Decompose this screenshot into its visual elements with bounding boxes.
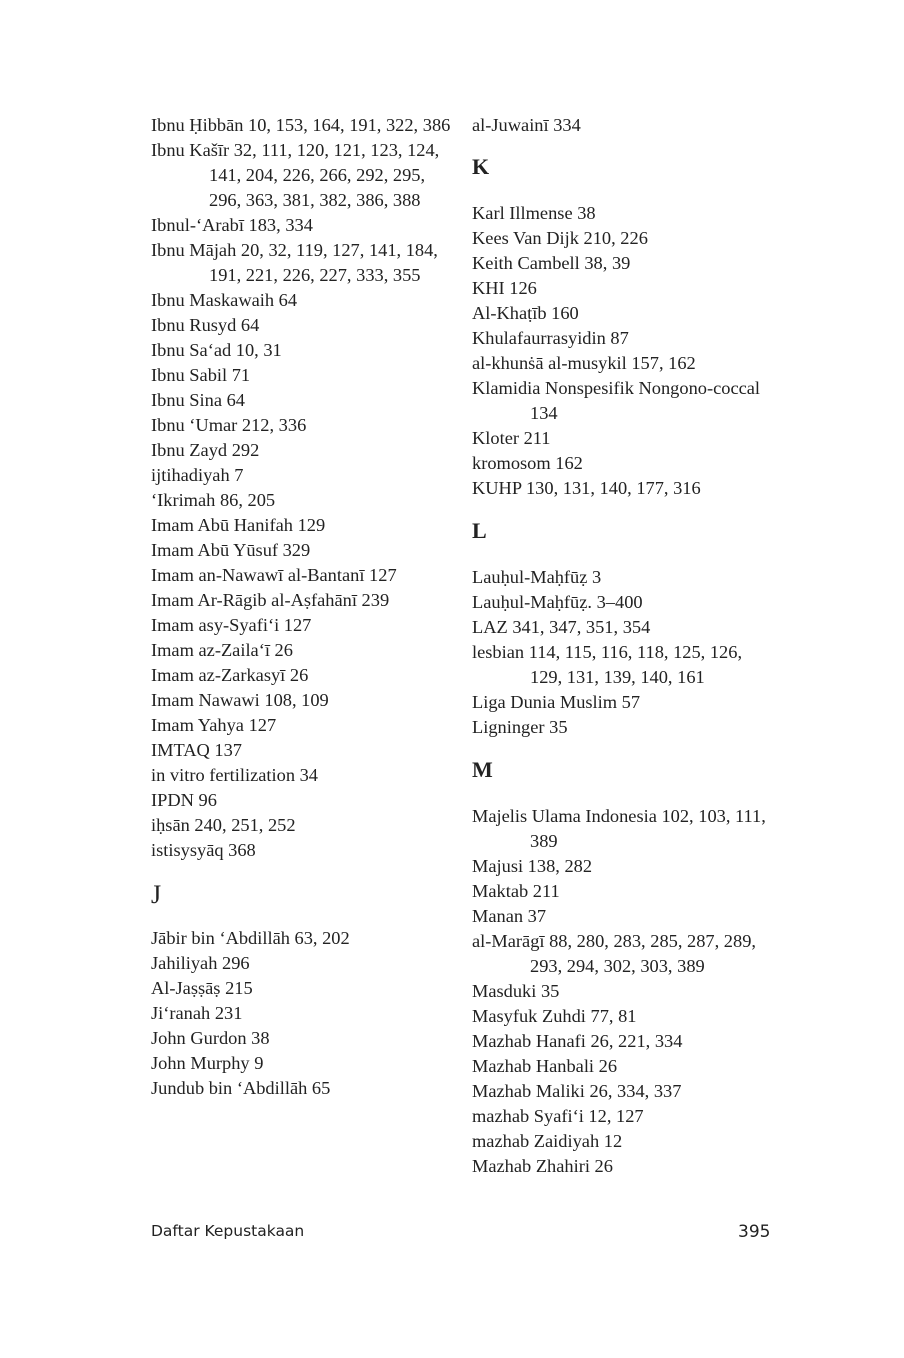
index-entry: Imam Ar-Rāgib al-Aṣfahānī 239 [151, 590, 390, 610]
index-entry: Mazhab Hanafi 26, 221, 334 [472, 1031, 683, 1051]
index-entry: Al-Khaṭīb 160 [472, 303, 579, 323]
index-entry: ijtihadiyah 7 [151, 465, 244, 485]
index-entry: Lauḥul-Maḥfūẓ 3 [472, 567, 602, 587]
index-entry: Ibnu ‘Umar 212, 336 [151, 415, 307, 435]
entries-j-continued-group [472, 113, 772, 138]
letter-heading-k: K [472, 154, 490, 179]
entries-i-group [151, 113, 451, 863]
letter-heading-l: L [472, 518, 487, 543]
index-entry: Liga Dunia Muslim 57 [472, 692, 641, 712]
index-entry: Mazhab Maliki 26, 334, 337 [472, 1081, 682, 1101]
index-entry: istisysyāq 368 [151, 840, 256, 860]
index-entry: Majusi 138, 282 [472, 856, 593, 876]
index-entry: Al-Jaṣṣāṣ 215 [151, 978, 253, 998]
letter-heading-j: J [151, 880, 162, 909]
index-entry: mazhab Zaidiyah 12 [472, 1131, 623, 1151]
index-entry: Ibnul-‘Arabī 183, 334 [151, 215, 313, 235]
index-entry: lesbian 114, 115, 116, 118, 125, 126, 129, 131, 139, 140, 161 [472, 642, 743, 687]
index-column-left [151, 113, 451, 1101]
index-entry: KUHP 130, 131, 140, 177, 316 [472, 478, 701, 498]
index-entry: Ibnu Kašīr 32, 111, 120, 121, 123, 124, 141, 204, 226, 266, 292, 295, 296, 363, 381, 382, 386, 388 [151, 140, 440, 210]
index-entry: Imam Nawawi 108, 109 [151, 690, 329, 710]
entries-l-group [472, 565, 772, 740]
index-entry: al-Marāgī 88, 280, 283, 285, 287, 289, 293, 294, 302, 303, 389 [472, 931, 756, 976]
index-entry: Imam az-Zaila‘ī 26 [151, 640, 293, 660]
index-entry: KHI 126 [472, 278, 537, 298]
index-entry: Imam asy-Syafi‘i 127 [151, 615, 312, 635]
index-entry: Jahiliyah 296 [151, 953, 250, 973]
footer-page-number: 395 [738, 1222, 771, 1242]
index-entry: Ibnu Maskawaih 64 [151, 290, 298, 310]
index-entry: Jābir bin ‘Abdillāh 63, 202 [151, 928, 350, 948]
index-entry: Ibnu Rusyd 64 [151, 315, 260, 335]
footer-section-title: Daftar Kepustakaan [151, 1222, 305, 1240]
index-entry: in vitro fertilization 34 [151, 765, 319, 785]
index-entry: al-Juwainī 334 [472, 115, 581, 135]
index-entry: IPDN 96 [151, 790, 217, 810]
index-entry: Karl Illmense 38 [472, 203, 596, 223]
index-entry: Ibnu Mājah 20, 32, 119, 127, 141, 184, 191, 221, 226, 227, 333, 355 [151, 240, 438, 285]
index-entry: LAZ 341, 347, 351, 354 [472, 617, 651, 637]
index-entry: Mazhab Hanbali 26 [472, 1056, 618, 1076]
index-entry: ‘Ikrimah 86, 205 [151, 490, 276, 510]
entries-k-group [472, 201, 772, 501]
index-entry: Maktab 211 [472, 881, 560, 901]
index-entry: Ibnu Sina 64 [151, 390, 245, 410]
index-entry: Majelis Ulama Indonesia 102, 103, 111, 389 [472, 806, 766, 851]
index-entry: Ibnu Sa‘ad 10, 31 [151, 340, 282, 360]
index-entry: Ibnu Zayd 292 [151, 440, 260, 460]
index-entry: Ligninger 35 [472, 717, 568, 737]
index-entry: Jundub bin ‘Abdillāh 65 [151, 1078, 331, 1098]
index-entry: Lauḥul-Maḥfūẓ. 3–400 [472, 592, 643, 612]
index-entry: Masyfuk Zuhdi 77, 81 [472, 1006, 637, 1026]
index-entry: kromosom 162 [472, 453, 583, 473]
index-column-right [472, 113, 772, 1179]
index-entry: Imam Abū Yūsuf 329 [151, 540, 311, 560]
index-entry: Ibnu Ḥibbān 10, 153, 164, 191, 322, 386 [151, 115, 451, 135]
index-entry: John Gurdon 38 [151, 1028, 270, 1048]
entries-m-group [472, 804, 772, 1179]
letter-heading-m: M [472, 757, 493, 782]
index-entry: Khulafaurrasyidin 87 [472, 328, 629, 348]
index-entry: Imam an-Nawawī al-Bantanī 127 [151, 565, 397, 585]
index-entry: mazhab Syafi‘i 12, 127 [472, 1106, 644, 1126]
index-entry: Imam Yahya 127 [151, 715, 277, 735]
index-entry: IMTAQ 137 [151, 740, 242, 760]
index-entry: al-khunṡā al-musykil 157, 162 [472, 353, 696, 373]
index-entry: Ji‘ranah 231 [151, 1003, 243, 1023]
index-entry: iḥsān 240, 251, 252 [151, 815, 296, 835]
index-entry: Ibnu Sabil 71 [151, 365, 251, 385]
index-entry: Kloter 211 [472, 428, 551, 448]
index-entry: Klamidia Nonspesifik Nongono-coccal 134 [472, 378, 761, 423]
index-entry: Mazhab Zhahiri 26 [472, 1156, 613, 1176]
index-entry: Manan 37 [472, 906, 547, 926]
index-entry: Keith Cambell 38, 39 [472, 253, 631, 273]
index-entry: John Murphy 9 [151, 1053, 264, 1073]
index-entry: Masduki 35 [472, 981, 560, 1001]
index-entry: Kees Van Dijk 210, 226 [472, 228, 648, 248]
index-entry: Imam Abū Hanifah 129 [151, 515, 326, 535]
entries-j-group [151, 926, 451, 1101]
index-entry: Imam az-Zarkasyī 26 [151, 665, 309, 685]
